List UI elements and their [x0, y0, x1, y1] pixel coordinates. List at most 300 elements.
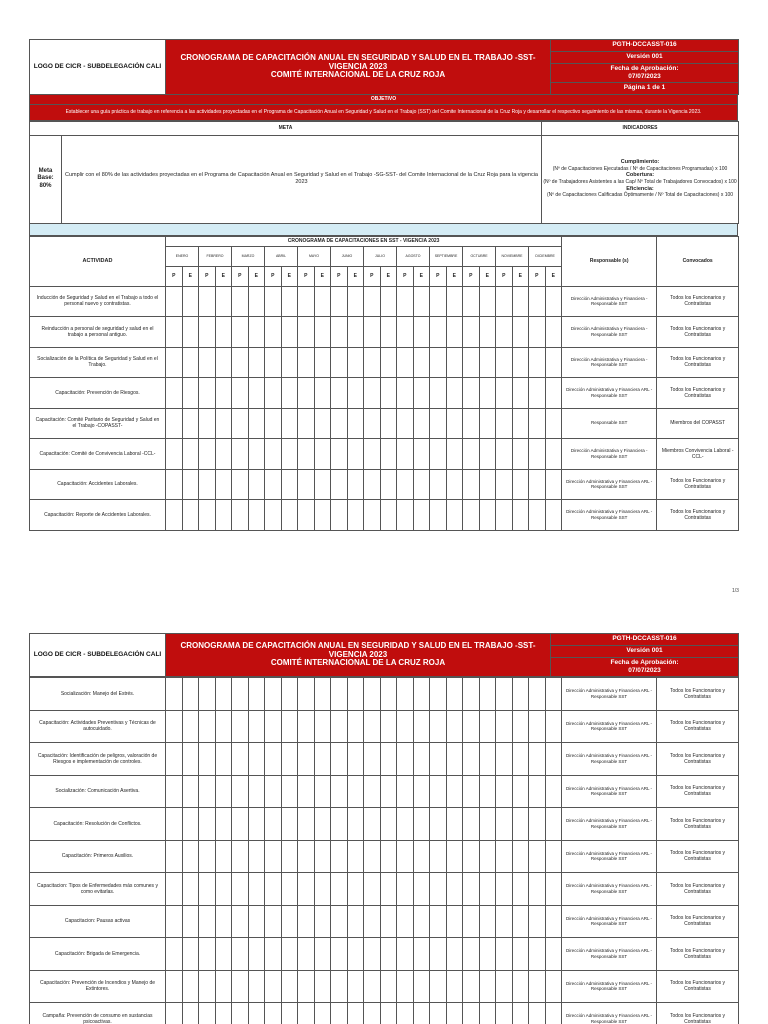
schedule-cell[interactable] [314, 1003, 331, 1024]
schedule-cell[interactable] [463, 469, 480, 500]
schedule-cell[interactable] [347, 808, 364, 841]
schedule-cell[interactable] [413, 873, 430, 906]
schedule-cell[interactable] [314, 500, 331, 531]
schedule-cell[interactable] [215, 408, 232, 439]
schedule-cell[interactable] [232, 378, 249, 409]
schedule-cell[interactable] [380, 347, 397, 378]
schedule-cell[interactable] [430, 808, 447, 841]
schedule-cell[interactable] [248, 378, 265, 409]
schedule-cell[interactable] [529, 347, 546, 378]
schedule-cell[interactable] [529, 938, 546, 971]
schedule-cell[interactable] [545, 970, 562, 1003]
schedule-cell[interactable] [265, 317, 282, 348]
schedule-cell[interactable] [265, 408, 282, 439]
schedule-cell[interactable] [529, 678, 546, 711]
schedule-cell[interactable] [512, 775, 529, 808]
schedule-cell[interactable] [166, 286, 183, 317]
schedule-cell[interactable] [232, 840, 249, 873]
schedule-cell[interactable] [430, 1003, 447, 1024]
schedule-cell[interactable] [479, 938, 496, 971]
schedule-cell[interactable] [430, 378, 447, 409]
schedule-cell[interactable] [265, 378, 282, 409]
schedule-cell[interactable] [298, 775, 315, 808]
schedule-cell[interactable] [215, 710, 232, 743]
schedule-cell[interactable] [215, 873, 232, 906]
schedule-cell[interactable] [314, 286, 331, 317]
schedule-cell[interactable] [512, 970, 529, 1003]
schedule-cell[interactable] [331, 970, 348, 1003]
schedule-cell[interactable] [347, 840, 364, 873]
schedule-cell[interactable] [380, 408, 397, 439]
schedule-cell[interactable] [232, 938, 249, 971]
schedule-cell[interactable] [512, 500, 529, 531]
schedule-cell[interactable] [479, 469, 496, 500]
schedule-cell[interactable] [199, 970, 216, 1003]
schedule-cell[interactable] [331, 743, 348, 776]
schedule-cell[interactable] [463, 840, 480, 873]
schedule-cell[interactable] [298, 317, 315, 348]
schedule-cell[interactable] [215, 347, 232, 378]
schedule-cell[interactable] [380, 469, 397, 500]
schedule-cell[interactable] [331, 710, 348, 743]
schedule-cell[interactable] [166, 775, 183, 808]
schedule-cell[interactable] [545, 347, 562, 378]
schedule-cell[interactable] [182, 873, 199, 906]
schedule-cell[interactable] [446, 378, 463, 409]
schedule-cell[interactable] [232, 439, 249, 470]
schedule-cell[interactable] [265, 840, 282, 873]
schedule-cell[interactable] [298, 710, 315, 743]
schedule-cell[interactable] [479, 500, 496, 531]
schedule-cell[interactable] [479, 905, 496, 938]
schedule-cell[interactable] [314, 970, 331, 1003]
schedule-cell[interactable] [331, 439, 348, 470]
schedule-cell[interactable] [331, 840, 348, 873]
schedule-cell[interactable] [463, 775, 480, 808]
schedule-cell[interactable] [413, 317, 430, 348]
schedule-cell[interactable] [413, 469, 430, 500]
schedule-cell[interactable] [281, 840, 298, 873]
schedule-cell[interactable] [529, 710, 546, 743]
schedule-cell[interactable] [545, 775, 562, 808]
schedule-cell[interactable] [380, 808, 397, 841]
schedule-cell[interactable] [512, 1003, 529, 1024]
schedule-cell[interactable] [380, 905, 397, 938]
schedule-cell[interactable] [314, 347, 331, 378]
schedule-cell[interactable] [446, 710, 463, 743]
schedule-cell[interactable] [232, 286, 249, 317]
schedule-cell[interactable] [397, 500, 414, 531]
schedule-cell[interactable] [347, 408, 364, 439]
schedule-cell[interactable] [446, 873, 463, 906]
schedule-cell[interactable] [479, 840, 496, 873]
schedule-cell[interactable] [446, 317, 463, 348]
schedule-cell[interactable] [298, 469, 315, 500]
schedule-cell[interactable] [413, 808, 430, 841]
schedule-cell[interactable] [215, 905, 232, 938]
schedule-cell[interactable] [496, 439, 513, 470]
schedule-cell[interactable] [265, 500, 282, 531]
schedule-cell[interactable] [166, 439, 183, 470]
schedule-cell[interactable] [347, 743, 364, 776]
schedule-cell[interactable] [496, 317, 513, 348]
schedule-cell[interactable] [512, 378, 529, 409]
schedule-cell[interactable] [182, 775, 199, 808]
schedule-cell[interactable] [331, 317, 348, 348]
schedule-cell[interactable] [166, 938, 183, 971]
schedule-cell[interactable] [380, 710, 397, 743]
schedule-cell[interactable] [281, 873, 298, 906]
schedule-cell[interactable] [446, 970, 463, 1003]
schedule-cell[interactable] [463, 678, 480, 711]
schedule-cell[interactable] [479, 873, 496, 906]
schedule-cell[interactable] [265, 1003, 282, 1024]
schedule-cell[interactable] [298, 840, 315, 873]
schedule-cell[interactable] [512, 439, 529, 470]
schedule-cell[interactable] [364, 873, 381, 906]
schedule-cell[interactable] [248, 775, 265, 808]
schedule-cell[interactable] [430, 500, 447, 531]
schedule-cell[interactable] [298, 970, 315, 1003]
schedule-cell[interactable] [430, 710, 447, 743]
schedule-cell[interactable] [298, 439, 315, 470]
schedule-cell[interactable] [430, 347, 447, 378]
schedule-cell[interactable] [413, 378, 430, 409]
schedule-cell[interactable] [182, 938, 199, 971]
schedule-cell[interactable] [397, 808, 414, 841]
schedule-cell[interactable] [380, 873, 397, 906]
schedule-cell[interactable] [281, 439, 298, 470]
schedule-cell[interactable] [298, 347, 315, 378]
schedule-cell[interactable] [182, 743, 199, 776]
schedule-cell[interactable] [397, 347, 414, 378]
schedule-cell[interactable] [545, 1003, 562, 1024]
schedule-cell[interactable] [248, 970, 265, 1003]
schedule-cell[interactable] [215, 469, 232, 500]
schedule-cell[interactable] [248, 500, 265, 531]
schedule-cell[interactable] [265, 678, 282, 711]
schedule-cell[interactable] [397, 1003, 414, 1024]
schedule-cell[interactable] [446, 500, 463, 531]
schedule-cell[interactable] [314, 840, 331, 873]
schedule-cell[interactable] [232, 469, 249, 500]
schedule-cell[interactable] [182, 905, 199, 938]
schedule-cell[interactable] [446, 743, 463, 776]
schedule-cell[interactable] [463, 378, 480, 409]
schedule-cell[interactable] [347, 378, 364, 409]
schedule-cell[interactable] [281, 317, 298, 348]
schedule-cell[interactable] [166, 347, 183, 378]
schedule-cell[interactable] [397, 710, 414, 743]
schedule-cell[interactable] [413, 743, 430, 776]
schedule-cell[interactable] [314, 469, 331, 500]
schedule-cell[interactable] [463, 286, 480, 317]
schedule-cell[interactable] [281, 378, 298, 409]
schedule-cell[interactable] [166, 873, 183, 906]
schedule-cell[interactable] [479, 378, 496, 409]
schedule-cell[interactable] [215, 938, 232, 971]
schedule-cell[interactable] [281, 743, 298, 776]
schedule-cell[interactable] [397, 938, 414, 971]
schedule-cell[interactable] [248, 678, 265, 711]
schedule-cell[interactable] [314, 408, 331, 439]
schedule-cell[interactable] [364, 710, 381, 743]
schedule-cell[interactable] [496, 840, 513, 873]
schedule-cell[interactable] [380, 439, 397, 470]
schedule-cell[interactable] [446, 347, 463, 378]
schedule-cell[interactable] [281, 970, 298, 1003]
schedule-cell[interactable] [446, 678, 463, 711]
schedule-cell[interactable] [364, 347, 381, 378]
schedule-cell[interactable] [479, 970, 496, 1003]
schedule-cell[interactable] [397, 905, 414, 938]
schedule-cell[interactable] [479, 408, 496, 439]
schedule-cell[interactable] [545, 408, 562, 439]
schedule-cell[interactable] [232, 500, 249, 531]
schedule-cell[interactable] [232, 317, 249, 348]
schedule-cell[interactable] [413, 678, 430, 711]
schedule-cell[interactable] [446, 1003, 463, 1024]
schedule-cell[interactable] [166, 317, 183, 348]
schedule-cell[interactable] [199, 500, 216, 531]
schedule-cell[interactable] [265, 905, 282, 938]
schedule-cell[interactable] [413, 840, 430, 873]
schedule-cell[interactable] [479, 775, 496, 808]
schedule-cell[interactable] [347, 500, 364, 531]
schedule-cell[interactable] [512, 808, 529, 841]
schedule-cell[interactable] [413, 970, 430, 1003]
schedule-cell[interactable] [413, 710, 430, 743]
schedule-cell[interactable] [215, 378, 232, 409]
schedule-cell[interactable] [331, 347, 348, 378]
schedule-cell[interactable] [248, 1003, 265, 1024]
schedule-cell[interactable] [545, 905, 562, 938]
schedule-cell[interactable] [364, 439, 381, 470]
schedule-cell[interactable] [331, 905, 348, 938]
schedule-cell[interactable] [298, 808, 315, 841]
schedule-cell[interactable] [397, 408, 414, 439]
schedule-cell[interactable] [413, 286, 430, 317]
schedule-cell[interactable] [463, 938, 480, 971]
schedule-cell[interactable] [463, 317, 480, 348]
schedule-cell[interactable] [314, 905, 331, 938]
schedule-cell[interactable] [380, 378, 397, 409]
schedule-cell[interactable] [529, 408, 546, 439]
schedule-cell[interactable] [281, 408, 298, 439]
schedule-cell[interactable] [364, 938, 381, 971]
schedule-cell[interactable] [232, 970, 249, 1003]
schedule-cell[interactable] [199, 347, 216, 378]
schedule-cell[interactable] [529, 905, 546, 938]
schedule-cell[interactable] [496, 970, 513, 1003]
schedule-cell[interactable] [463, 347, 480, 378]
schedule-cell[interactable] [248, 905, 265, 938]
schedule-cell[interactable] [314, 710, 331, 743]
schedule-cell[interactable] [199, 938, 216, 971]
schedule-cell[interactable] [265, 775, 282, 808]
schedule-cell[interactable] [397, 743, 414, 776]
schedule-cell[interactable] [512, 678, 529, 711]
schedule-cell[interactable] [199, 439, 216, 470]
schedule-cell[interactable] [397, 873, 414, 906]
schedule-cell[interactable] [463, 743, 480, 776]
schedule-cell[interactable] [430, 905, 447, 938]
schedule-cell[interactable] [182, 469, 199, 500]
schedule-cell[interactable] [265, 710, 282, 743]
schedule-cell[interactable] [199, 408, 216, 439]
schedule-cell[interactable] [364, 500, 381, 531]
schedule-cell[interactable] [215, 970, 232, 1003]
schedule-cell[interactable] [331, 469, 348, 500]
schedule-cell[interactable] [182, 1003, 199, 1024]
schedule-cell[interactable] [298, 743, 315, 776]
schedule-cell[interactable] [430, 286, 447, 317]
schedule-cell[interactable] [281, 678, 298, 711]
schedule-cell[interactable] [545, 840, 562, 873]
schedule-cell[interactable] [380, 1003, 397, 1024]
schedule-cell[interactable] [182, 347, 199, 378]
schedule-cell[interactable] [479, 317, 496, 348]
schedule-cell[interactable] [298, 378, 315, 409]
schedule-cell[interactable] [529, 317, 546, 348]
schedule-cell[interactable] [248, 439, 265, 470]
schedule-cell[interactable] [248, 938, 265, 971]
schedule-cell[interactable] [479, 439, 496, 470]
schedule-cell[interactable] [463, 710, 480, 743]
schedule-cell[interactable] [199, 317, 216, 348]
schedule-cell[interactable] [446, 469, 463, 500]
schedule-cell[interactable] [380, 678, 397, 711]
schedule-cell[interactable] [298, 873, 315, 906]
schedule-cell[interactable] [265, 439, 282, 470]
schedule-cell[interactable] [199, 743, 216, 776]
schedule-cell[interactable] [331, 775, 348, 808]
schedule-cell[interactable] [166, 808, 183, 841]
schedule-cell[interactable] [331, 286, 348, 317]
schedule-cell[interactable] [182, 808, 199, 841]
schedule-cell[interactable] [380, 775, 397, 808]
schedule-cell[interactable] [430, 469, 447, 500]
schedule-cell[interactable] [430, 938, 447, 971]
schedule-cell[interactable] [364, 408, 381, 439]
schedule-cell[interactable] [215, 317, 232, 348]
schedule-cell[interactable] [463, 970, 480, 1003]
schedule-cell[interactable] [281, 469, 298, 500]
schedule-cell[interactable] [496, 743, 513, 776]
schedule-cell[interactable] [446, 408, 463, 439]
schedule-cell[interactable] [199, 840, 216, 873]
schedule-cell[interactable] [314, 678, 331, 711]
schedule-cell[interactable] [232, 408, 249, 439]
schedule-cell[interactable] [347, 469, 364, 500]
schedule-cell[interactable] [166, 500, 183, 531]
schedule-cell[interactable] [232, 1003, 249, 1024]
schedule-cell[interactable] [430, 317, 447, 348]
schedule-cell[interactable] [380, 743, 397, 776]
schedule-cell[interactable] [314, 808, 331, 841]
schedule-cell[interactable] [463, 408, 480, 439]
schedule-cell[interactable] [496, 775, 513, 808]
schedule-cell[interactable] [512, 317, 529, 348]
schedule-cell[interactable] [496, 408, 513, 439]
schedule-cell[interactable] [248, 743, 265, 776]
schedule-cell[interactable] [182, 970, 199, 1003]
schedule-cell[interactable] [248, 840, 265, 873]
schedule-cell[interactable] [215, 1003, 232, 1024]
schedule-cell[interactable] [397, 678, 414, 711]
schedule-cell[interactable] [512, 286, 529, 317]
schedule-cell[interactable] [281, 905, 298, 938]
schedule-cell[interactable] [347, 347, 364, 378]
schedule-cell[interactable] [347, 439, 364, 470]
schedule-cell[interactable] [265, 970, 282, 1003]
schedule-cell[interactable] [496, 286, 513, 317]
schedule-cell[interactable] [446, 439, 463, 470]
schedule-cell[interactable] [199, 775, 216, 808]
schedule-cell[interactable] [496, 378, 513, 409]
schedule-cell[interactable] [364, 378, 381, 409]
schedule-cell[interactable] [199, 905, 216, 938]
schedule-cell[interactable] [347, 710, 364, 743]
schedule-cell[interactable] [446, 938, 463, 971]
schedule-cell[interactable] [463, 500, 480, 531]
schedule-cell[interactable] [199, 469, 216, 500]
schedule-cell[interactable] [413, 1003, 430, 1024]
schedule-cell[interactable] [215, 775, 232, 808]
schedule-cell[interactable] [545, 286, 562, 317]
schedule-cell[interactable] [347, 938, 364, 971]
schedule-cell[interactable] [281, 286, 298, 317]
schedule-cell[interactable] [347, 678, 364, 711]
schedule-cell[interactable] [512, 905, 529, 938]
schedule-cell[interactable] [364, 317, 381, 348]
schedule-cell[interactable] [529, 469, 546, 500]
schedule-cell[interactable] [347, 286, 364, 317]
schedule-cell[interactable] [545, 469, 562, 500]
schedule-cell[interactable] [182, 678, 199, 711]
schedule-cell[interactable] [430, 970, 447, 1003]
schedule-cell[interactable] [248, 469, 265, 500]
schedule-cell[interactable] [248, 408, 265, 439]
schedule-cell[interactable] [199, 378, 216, 409]
schedule-cell[interactable] [232, 743, 249, 776]
schedule-cell[interactable] [232, 873, 249, 906]
schedule-cell[interactable] [166, 743, 183, 776]
schedule-cell[interactable] [248, 347, 265, 378]
schedule-cell[interactable] [529, 439, 546, 470]
schedule-cell[interactable] [380, 286, 397, 317]
schedule-cell[interactable] [529, 970, 546, 1003]
schedule-cell[interactable] [265, 743, 282, 776]
schedule-cell[interactable] [281, 347, 298, 378]
schedule-cell[interactable] [446, 808, 463, 841]
schedule-cell[interactable] [512, 408, 529, 439]
schedule-cell[interactable] [529, 840, 546, 873]
schedule-cell[interactable] [512, 938, 529, 971]
schedule-cell[interactable] [496, 938, 513, 971]
schedule-cell[interactable] [430, 873, 447, 906]
schedule-cell[interactable] [380, 317, 397, 348]
schedule-cell[interactable] [397, 775, 414, 808]
schedule-cell[interactable] [248, 317, 265, 348]
schedule-cell[interactable] [479, 347, 496, 378]
schedule-cell[interactable] [397, 286, 414, 317]
schedule-cell[interactable] [298, 408, 315, 439]
schedule-cell[interactable] [463, 905, 480, 938]
schedule-cell[interactable] [182, 439, 199, 470]
schedule-cell[interactable] [397, 840, 414, 873]
schedule-cell[interactable] [496, 710, 513, 743]
